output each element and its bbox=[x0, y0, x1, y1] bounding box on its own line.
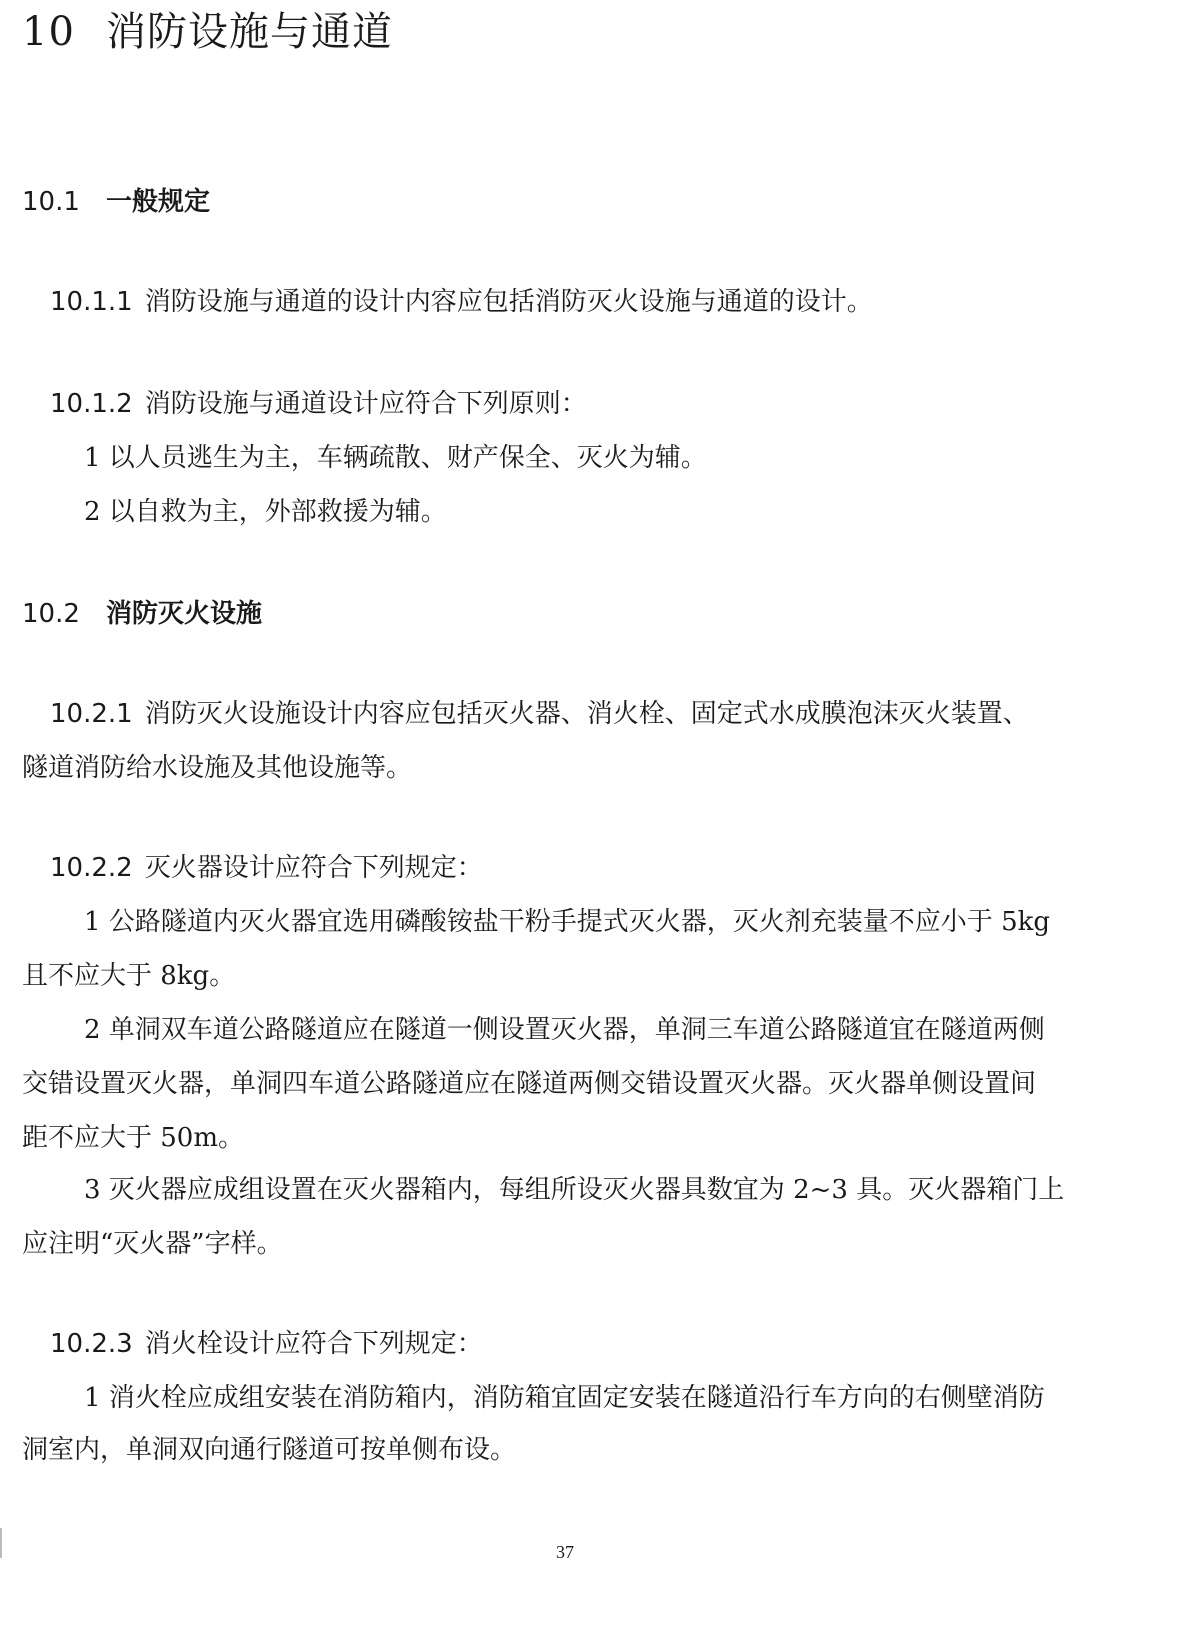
section-number: 10.2 bbox=[22, 599, 80, 629]
clause-text: 灭火器设计应符合下列规定： bbox=[144, 853, 483, 883]
clause-number: 10.2.1 bbox=[50, 699, 133, 729]
clause-text: 消防设施与通道的设计内容应包括消防灭火设施与通道的设计。 bbox=[144, 287, 873, 317]
section-heading bbox=[22, 596, 262, 632]
clause-10-2-2 bbox=[50, 850, 483, 886]
clause-text: 消防设施与通道设计应符合下列原则： bbox=[144, 389, 587, 419]
list-item-continued: 洞室内，单洞双向通行隧道可按单侧布设。 bbox=[22, 1435, 517, 1465]
list-item-continued: 交错设置灭火器，单洞四车道公路隧道应在隧道两侧交错设置灭火器。灭火器单侧设置间 bbox=[22, 1069, 1037, 1099]
clause-number: 10.1.2 bbox=[50, 389, 133, 419]
list-item: 1 公路隧道内灭火器宜选用磷酸铵盐干粉手提式灭火器，灭火剂充装量不应小于 5kg bbox=[84, 907, 1051, 937]
clause-10-1-2 bbox=[50, 386, 587, 422]
section-title: 一般规定 bbox=[106, 187, 211, 217]
list-item: 1 以人员逃生为主，车辆疏散、财产保全、灭火为辅。 bbox=[84, 443, 707, 473]
clause-number: 10.2.3 bbox=[50, 1329, 133, 1359]
list-item: 3 灭火器应成组设置在灭火器箱内，每组所设灭火器具数宜为 2~3 具。灭火器箱门上 bbox=[84, 1175, 1065, 1205]
clause-number: 10.2.2 bbox=[50, 853, 133, 883]
clause-10-1-1 bbox=[50, 284, 873, 320]
chapter-title: 消防设施与通道 bbox=[106, 9, 393, 55]
chapter-number: 10 bbox=[22, 9, 75, 55]
clause-number: 10.1.1 bbox=[50, 287, 133, 317]
clause-text-continued: 隧道消防给水设施及其他设施等。 bbox=[22, 753, 413, 783]
list-item: 2 以自救为主，外部救援为辅。 bbox=[84, 497, 447, 527]
section-heading bbox=[22, 184, 210, 220]
list-item-continued: 应注明“灭火器”字样。 bbox=[22, 1229, 283, 1259]
list-item: 1 消火栓应成组安装在消防箱内，消防箱宜固定安装在隧道沿行车方向的右侧壁消防 bbox=[84, 1383, 1045, 1413]
chapter-heading bbox=[22, 4, 393, 60]
page-number: 37 bbox=[556, 1542, 574, 1562]
clause-10-2-1 bbox=[50, 696, 1029, 732]
list-item-continued: 距不应大于 50m。 bbox=[22, 1123, 245, 1153]
clause-text: 消火栓设计应符合下列规定： bbox=[144, 1329, 483, 1359]
clause-text: 消防灭火设施设计内容应包括灭火器、消火栓、固定式水成膜泡沫灭火装置、 bbox=[144, 699, 1029, 729]
clause-10-2-3 bbox=[50, 1326, 483, 1362]
section-number: 10.1 bbox=[22, 187, 80, 217]
section-title: 消防灭火设施 bbox=[106, 599, 263, 629]
list-item: 2 单洞双车道公路隧道应在隧道一侧设置灭火器，单洞三车道公路隧道宜在隧道两侧 bbox=[84, 1015, 1045, 1045]
list-item-continued: 且不应大于 8kg。 bbox=[22, 961, 236, 991]
